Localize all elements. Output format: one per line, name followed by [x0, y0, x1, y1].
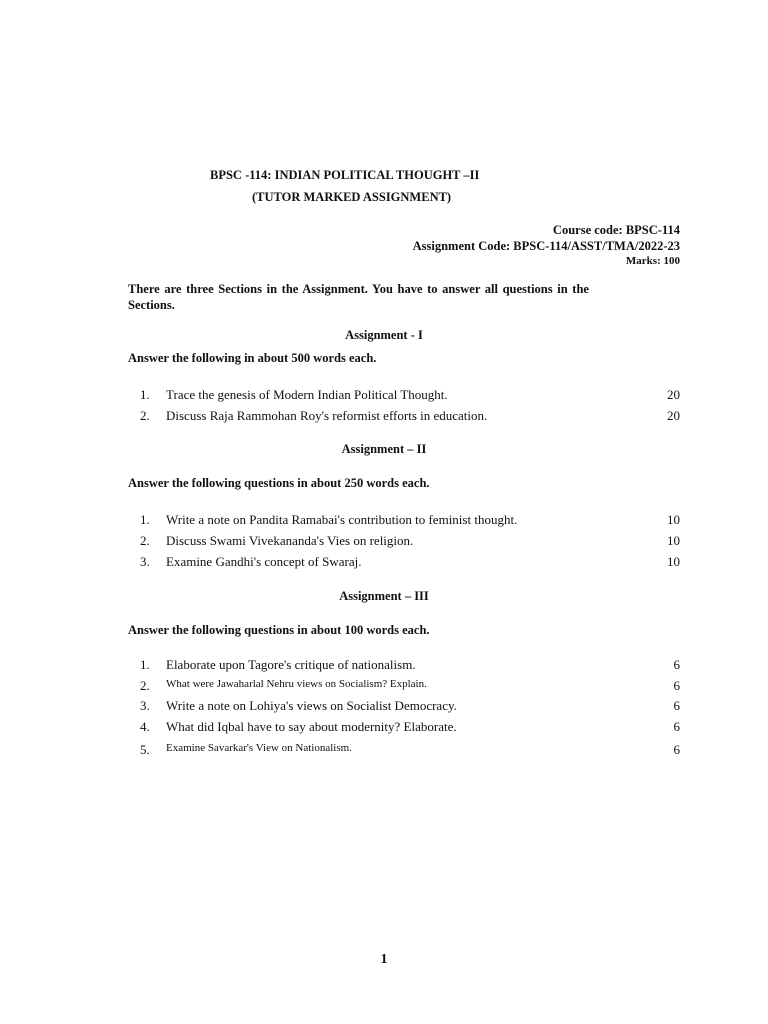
question-item: 2. Discuss Raja Rammohan Roy's reformist efforts in education. 20: [140, 408, 680, 423]
section-instruction: Answer the following questions in about 100 words each.: [128, 623, 430, 637]
question-item: 3. Examine Gandhi's concept of Swaraj. 10: [140, 554, 680, 569]
total-marks: Marks: 100: [625, 255, 680, 267]
page-number: 1: [380, 952, 388, 967]
section-heading: Assignment – II: [341, 442, 427, 456]
section-instruction: Answer the following questions in about 250 words each.: [128, 476, 430, 490]
question-item: 2. What were Jawaharlal Nehru views on Socialism? Explain. 6: [140, 678, 680, 693]
assignment-code: Assignment Code: BPSC-114/ASST/TMA/2022-23: [412, 239, 680, 253]
course-code: Course code: BPSC-114: [552, 223, 680, 237]
document-title: BPSC -114: INDIAN POLITICAL THOUGHT –II: [210, 168, 480, 182]
section-instruction: Answer the following in about 500 words each.: [128, 351, 377, 365]
section-heading: Assignment - I: [345, 328, 423, 342]
section-heading: Assignment – III: [339, 589, 429, 603]
intro-text-cont: Sections.: [128, 298, 175, 312]
question-item: 1. Elaborate upon Tagore's critique of nationalism. 6: [140, 657, 680, 672]
question-item: 1. Write a note on Pandita Ramabai's contribution to feminist thought. 10: [140, 512, 680, 527]
question-item: 1. Trace the genesis of Modern Indian Political Thought. 20: [140, 387, 680, 402]
question-item: 3. Write a note on Lohiya's views on Socialist Democracy. 6: [140, 698, 680, 713]
intro-text: There are three Sections in the Assignment. You have to answer all questions in the: [128, 282, 589, 296]
document-subtitle: (TUTOR MARKED ASSIGNMENT): [252, 190, 452, 204]
question-item: 5. Examine Savarkar's View on Nationalism. 6: [140, 742, 680, 757]
question-item: 4. What did Iqbal have to say about modernity? Elaborate. 6: [140, 719, 680, 734]
question-item: 2. Discuss Swami Vivekananda's Vies on religion. 10: [140, 533, 680, 548]
